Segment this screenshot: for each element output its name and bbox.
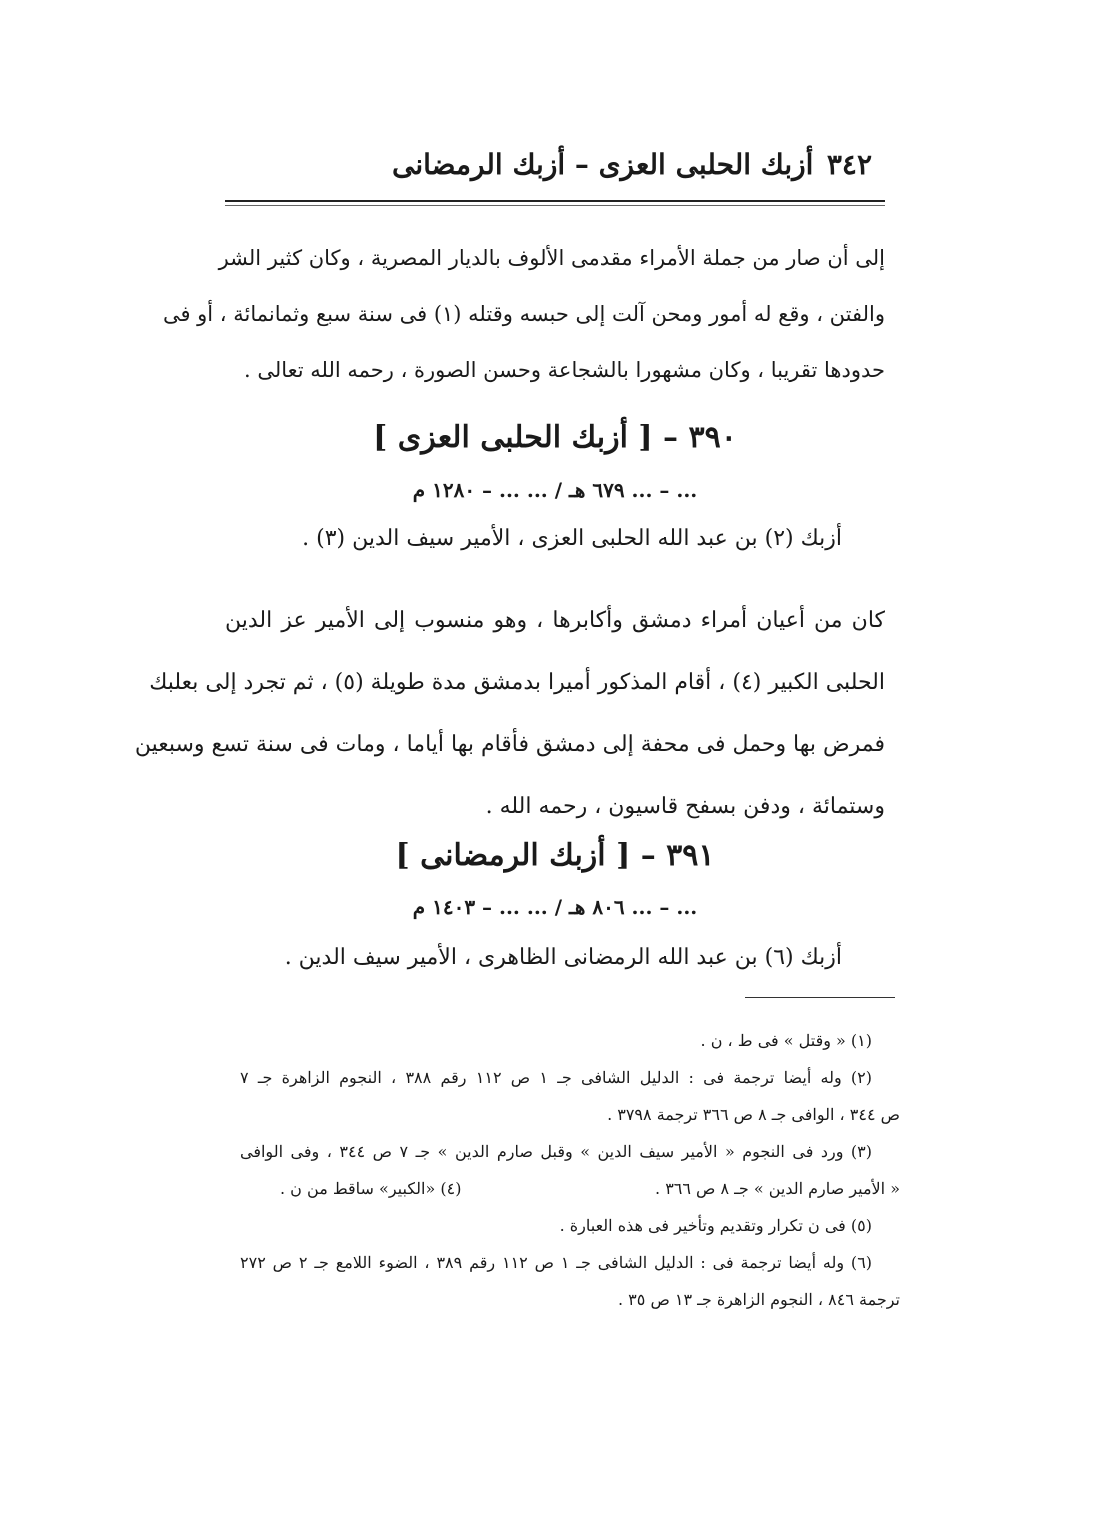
entry-391-name: أزبك (٦) بن عبد الله الرمضانى الظاهرى ، الأمير سيف الدين . [284, 945, 842, 970]
entry-390-name: أزبك (٢) بن عبد الله الحلبى العزى ، الأمير سيف الدين (٣) . [302, 526, 842, 551]
footnote-6-line-1: (٦) وله أيضا ترجمة فى : الدليل الشافى جـ ١ ص ١١٢ رقم ٣٨٩ ، الضوء اللامع جـ ٢ ص ٢٧٢ [240, 1253, 873, 1272]
entry-390-line: فمرض بها وحمل فى محفة إلى دمشق فأقام بها أياما ، ومات فى سنة تسع وسبعين [134, 732, 885, 757]
footnote-4: (٤) «الكبير» ساقط من ن . [280, 1179, 462, 1198]
footnote-separator [745, 997, 895, 998]
entry-390-line: الحلبى الكبير (٤) ، أقام المذكور أميرا بدمشق مدة طويلة (٥) ، ثم تجرد إلى بعلبك [149, 670, 885, 695]
footnotes [240, 1022, 900, 1318]
running-title: أزبك الحلبى العزى – أزبك الرمضانى [392, 148, 814, 181]
intro-line: إلى أن صار من جملة الأمراء مقدمى الألوف بالديار المصرية ، وكان كثير الشر [218, 246, 885, 270]
entry-390-line: وستمائة ، ودفن بسفح قاسيون ، رحمه الله . [485, 794, 885, 819]
footnote-3-line-2: « الأمير صارم الدين » جـ ٨ ص ٣٦٦ . [655, 1179, 900, 1198]
page-header [222, 140, 882, 192]
footnote-5: (٥) فى ن تكرار وتقديم وتأخير فى هذه العبارة . [559, 1216, 872, 1235]
footnote-6-line-2: ترجمة ٨٤٦ ، النجوم الزاهرة جـ ١٣ ص ٣٥ . [618, 1290, 900, 1309]
intro-paragraph [162, 230, 885, 398]
footnote-3-line-1: (٣) ورد فى النجوم « الأمير سيف الدين » وقبل صارم الدين » جـ ٧ ص ٣٤٤ ، وفى الوافى [240, 1142, 873, 1161]
footnote-2-line-2: ص ٣٤٤ ، الوافى جـ ٨ ص ٣٦٦ ترجمة ٣٧٩٨ . [607, 1105, 900, 1124]
intro-line: حدودها تقريبا ، وكان مشهورا بالشجاعة وحسن الصورة ، رحمه الله تعالى . [243, 358, 885, 382]
entry-390-title: ٣٩٠ – [ أزبك الحلبى العزى ] [373, 420, 737, 455]
footnote-row-3-4 [240, 1170, 900, 1207]
entry-390-line: كان من أعيان أمراء دمشق وأكابرها ، وهو منسوب إلى الأمير عز الدين [225, 608, 885, 633]
page-number: ٣٤٢ [826, 148, 872, 181]
entry-391-dates: ... – ... ٨٠٦ هـ / ... ... – ١٤٠٣ م [412, 895, 698, 919]
entry-391-title: ٣٩١ – [ أزبك الرمضانى ] [395, 838, 715, 873]
entry-390-dates: ... – ... ٦٧٩ هـ / ... ... – ١٢٨٠ م [412, 478, 698, 502]
entry-390-body [134, 590, 885, 838]
header-rule [225, 200, 885, 202]
intro-line: والفتن ، وقع له أمور ومحن آلت إلى حبسه وقتله (١) فى سنة سبع وثمانمائة ، أو فى [162, 302, 885, 326]
footnote-2-line-1: (٢) وله أيضا ترجمة فى : الدليل الشافى جـ ١ ص ١١٢ رقم ٣٨٨ ، النجوم الزاهرة جـ ٧ [240, 1068, 873, 1087]
header-rule-thin [225, 205, 885, 206]
footnote-1: (١) « وقتل » فى ط ، ن . [700, 1031, 872, 1050]
